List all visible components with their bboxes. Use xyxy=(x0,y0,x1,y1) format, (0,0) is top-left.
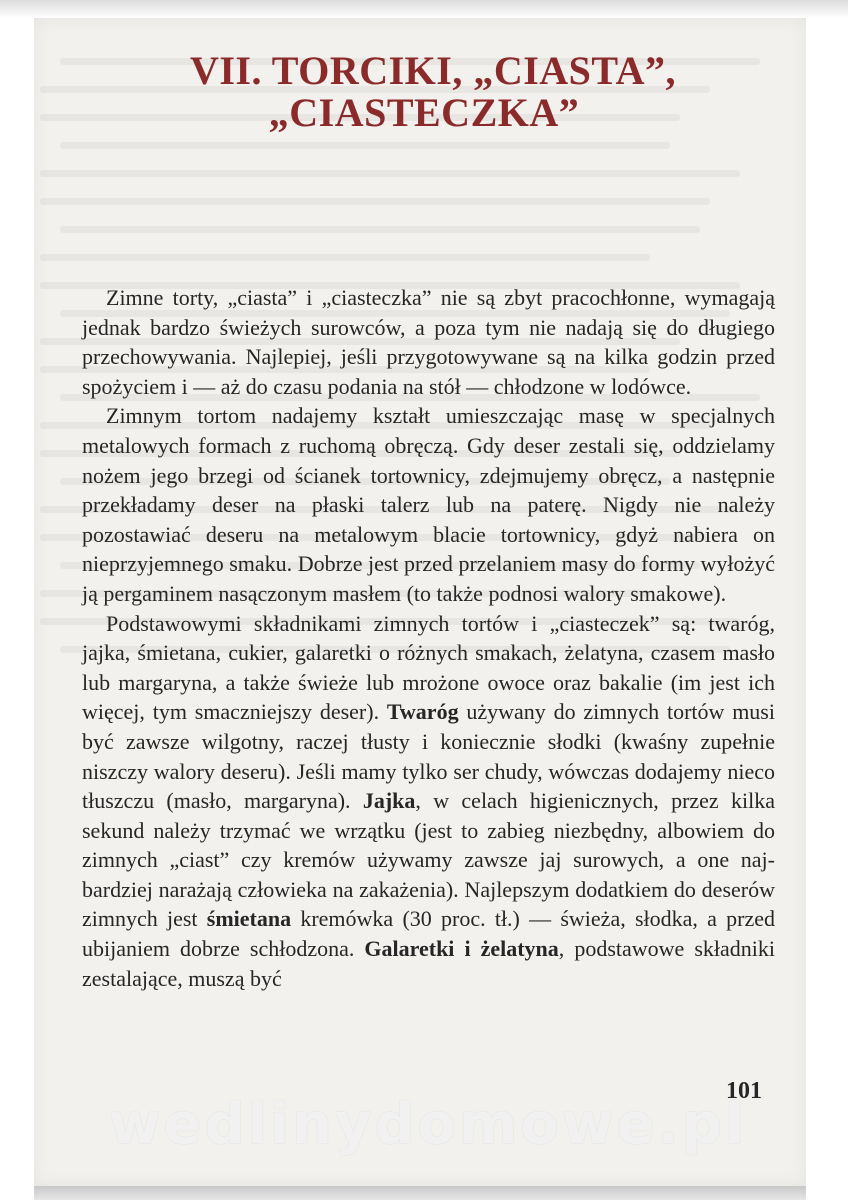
page-number: 101 xyxy=(726,1078,762,1104)
chapter-title xyxy=(0,50,848,134)
text-run: kremówka (30 proc. tł.) — świeża, słodka, a przed ubijaniem dobrze schłodzona. xyxy=(82,906,775,962)
bold-term: śmietana xyxy=(206,906,292,932)
bold-term: Twaróg xyxy=(386,699,459,725)
text-run: Zimnym tortom nadajemy kształt umieszczając masę w specjalnych metalowych formach z ruchomą obręczą. Gdy deser zestali się, oddzielamy nożem jego brzegi od ścianek tortownicy, zdejmujemy obręcz, a następnie przekładamy deser na płaski talerz lub na paterę. Nigdy nie należy pozostawiać deseru na metalowym blacie tortownicy, gdyż nabiera on nieprzyjemnego smaku. Dobrze jest przed przelaniem masy do formy wyłożyć ją pergaminem nasączonym masłem (to także podnosi walory smakowe). xyxy=(82,403,775,606)
bold-term: Galaretki i żelatyna xyxy=(364,936,559,962)
chapter-title-line-2: „CIASTECZKA” xyxy=(268,90,580,135)
chapter-title-line-1: VII. TORCIKI, „CIASTA”, xyxy=(189,48,677,93)
text-run: , w celach higienicznych, przez kilka sekund należy trzymać we wrzątku (jest to zabieg niezbędny, albowiem do zimnych „ciast” czy kremów używamy zawsze jaj surowych, a one najbardziej narażają człowieka na zakażenia). Najlepszym dodatkiem do deserów zimnych jest xyxy=(82,788,775,932)
text-run: używany do zimnych tortów musi być zawsze wilgotny, raczej tłusty i koniecznie słodki (kwaśny zupełnie niszczy walory deseru). Jeśli mamy tylko ser chudy, wówczas dodajemy nieco tłuszczu (masło, margaryna). xyxy=(82,699,775,814)
paragraph xyxy=(82,283,775,401)
body-text xyxy=(82,283,775,993)
text-run: Zimne torty, „ciasta” i „ciasteczka” nie są zbyt pracochłonne, wymagają jednak bardzo świeżych surowców, a poza tym nie nadają się do długiego przechowywania. Najlepiej, jeśli przygotowywane są na kilka godzin przed spożyciem i — aż do czasu podania na stół — chłodzone w lodówce. xyxy=(82,285,775,399)
scan-right-margin xyxy=(806,18,848,1186)
bold-term: Jajka xyxy=(362,788,416,814)
scan-bottom-edge xyxy=(34,1186,806,1200)
text-run: , podstawowe składniki zestalające, muszą być xyxy=(82,936,775,991)
paragraph xyxy=(82,609,775,994)
scan-top-edge xyxy=(0,0,848,18)
watermark: wedlinydomowe.pl xyxy=(108,1092,748,1157)
paragraph xyxy=(82,401,775,608)
text-run: Podstawowymi składnikami zimnych tortów i „ciasteczek” są: twaróg, jajka, śmietana, cukier, galaretki o różnych smakach, żelatyna, czasem masło lub margaryna, a także świeże lub mrożone owoce oraz bakalie (im jest ich więcej, tym smaczniejszy deser). xyxy=(82,610,775,725)
